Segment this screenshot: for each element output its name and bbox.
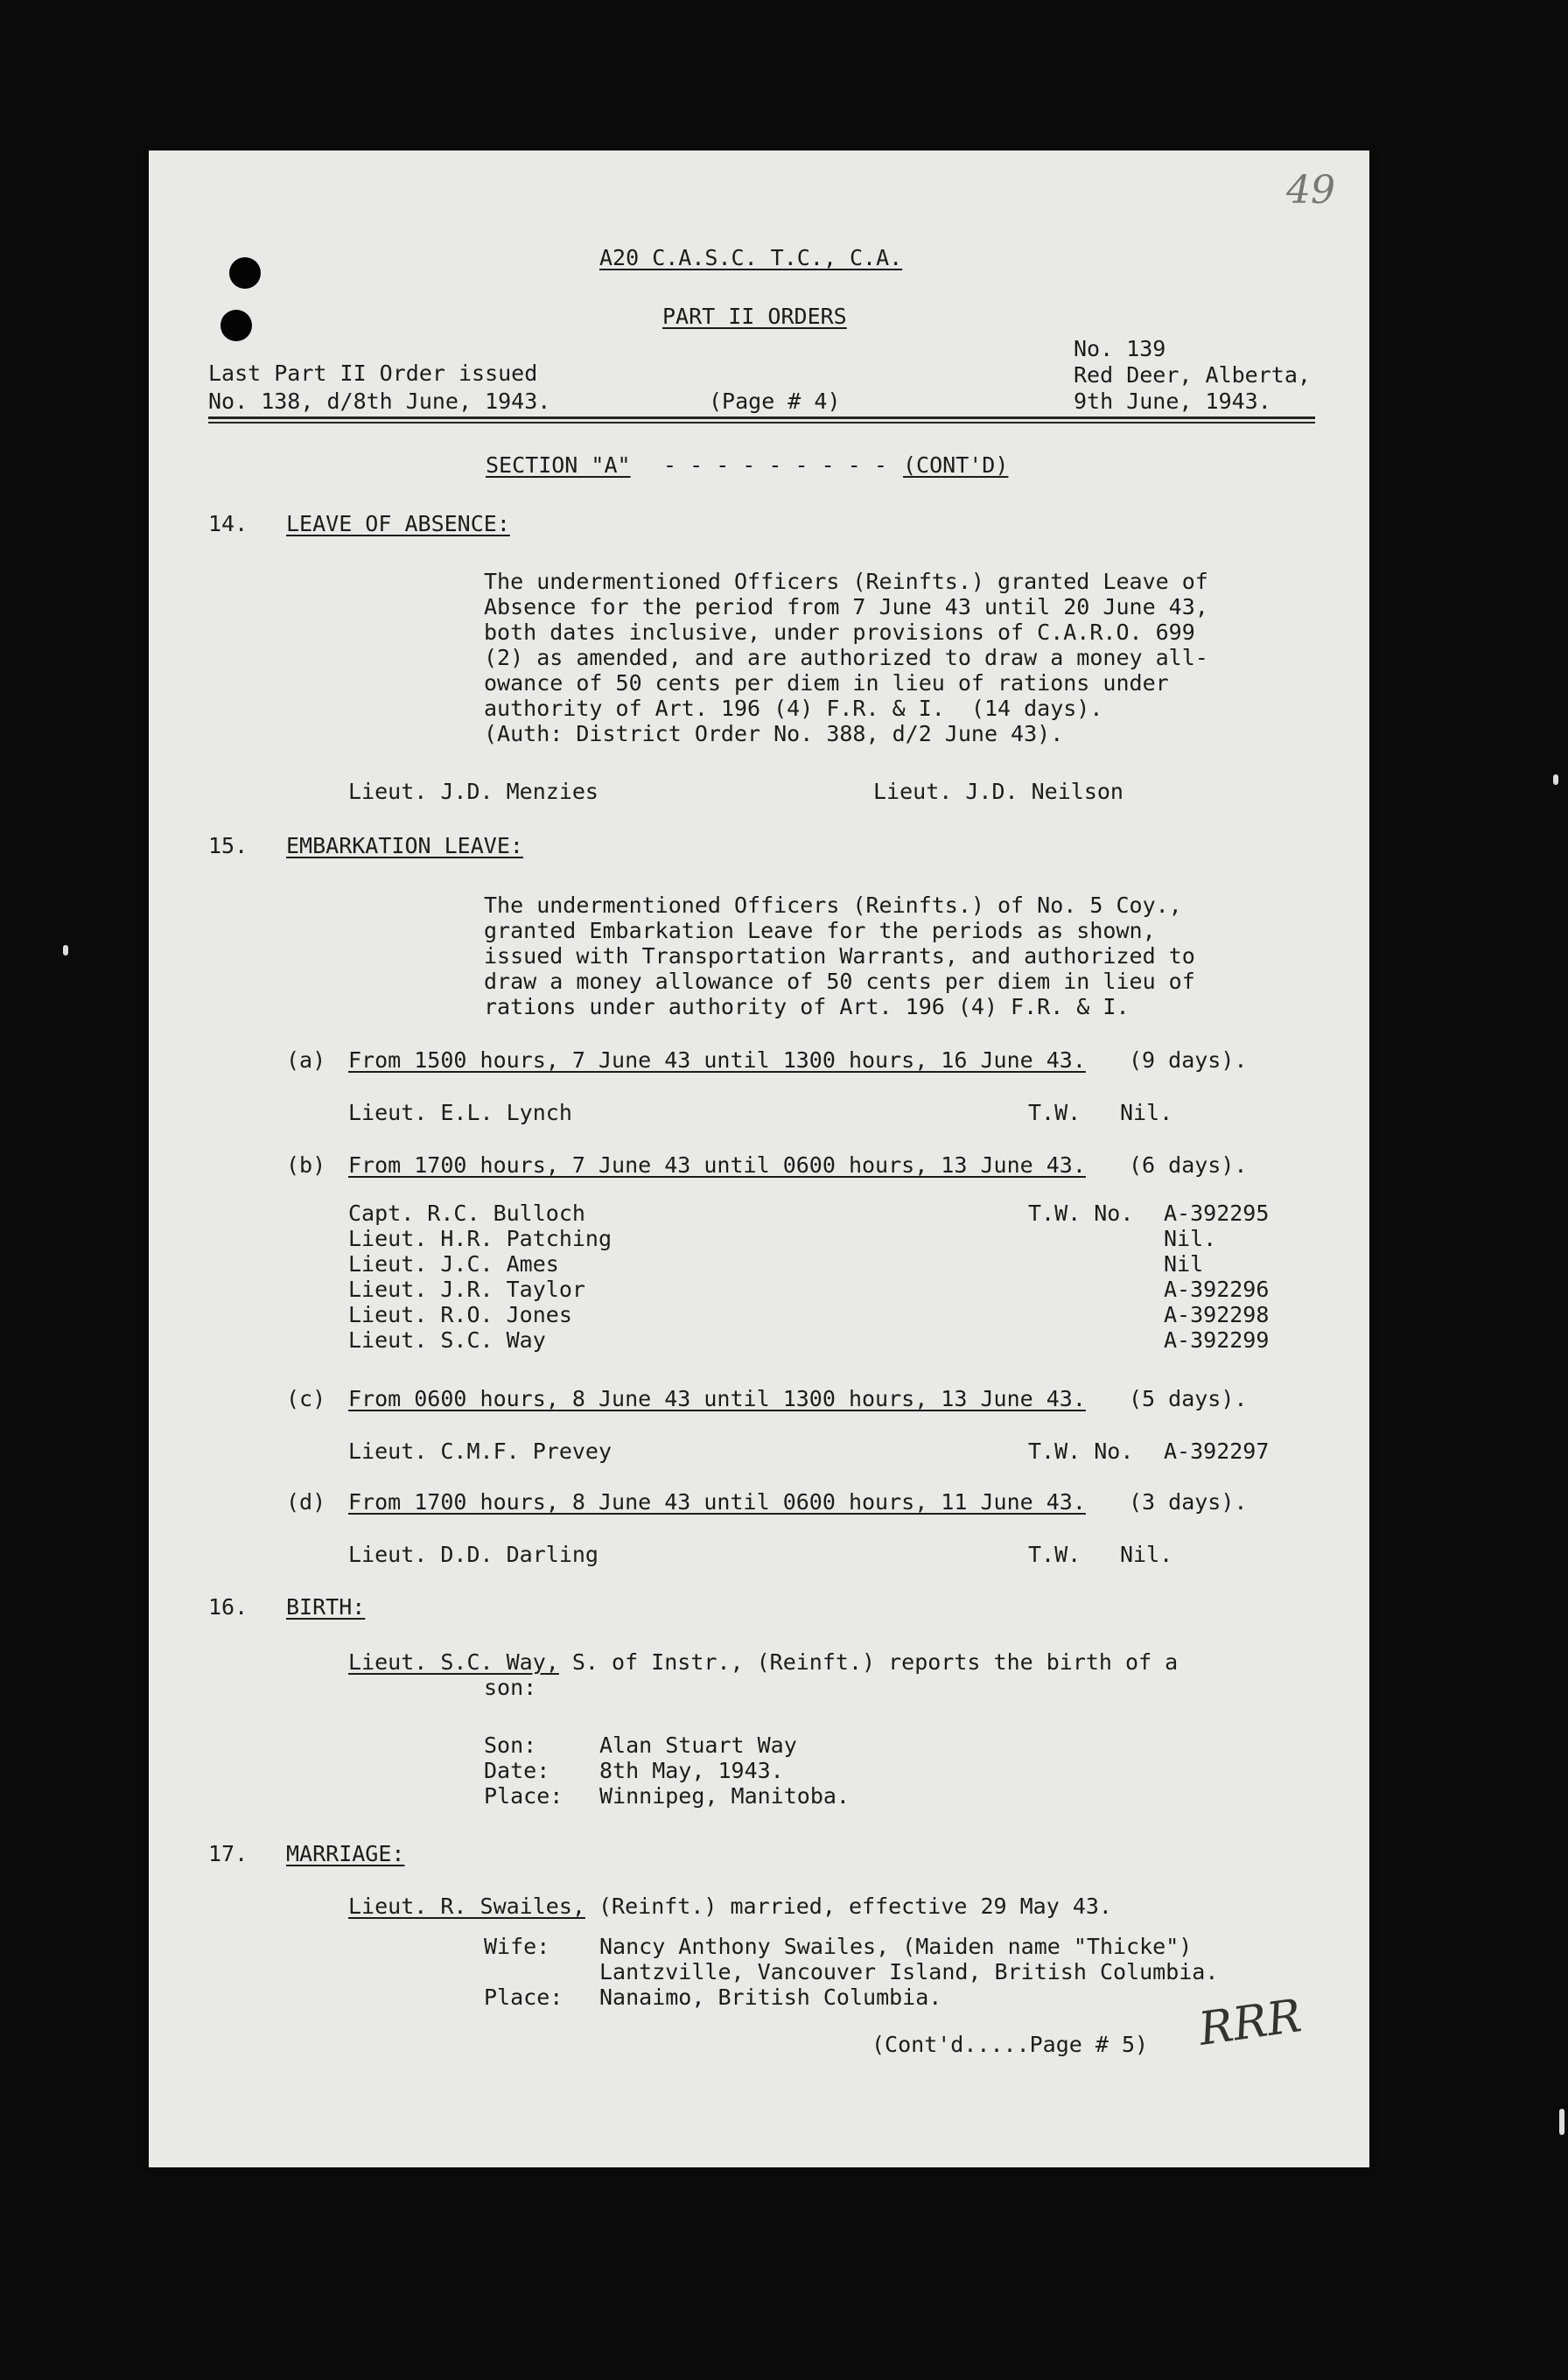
field-label: Date: bbox=[484, 1758, 550, 1783]
punch-hole bbox=[229, 257, 261, 289]
last-order-label: Last Part II Order issued bbox=[208, 360, 538, 386]
paragraph-line: (Auth: District Order No. 388, d/2 June 43). bbox=[484, 721, 1064, 746]
marriage-statement bbox=[348, 1894, 1112, 1919]
subitem-label: (d) bbox=[286, 1489, 326, 1515]
document-page bbox=[149, 150, 1369, 2167]
warrant-label: T.W. No. bbox=[1028, 1200, 1134, 1226]
officer-name: Lieut. S.C. Way, bbox=[348, 1649, 559, 1675]
officer-name: Lieut. D.D. Darling bbox=[348, 1542, 598, 1567]
page-number-stamp: 49 bbox=[1286, 168, 1335, 213]
warrant-number: A-392295 bbox=[1164, 1200, 1270, 1226]
item-number: 17. bbox=[208, 1841, 248, 1866]
warrant-label: T.W. bbox=[1028, 1100, 1082, 1125]
field-value: Winnipeg, Manitoba. bbox=[599, 1783, 850, 1809]
officer-name: Lieut. C.M.F. Prevey bbox=[348, 1438, 612, 1464]
warrant-number: A-392297 bbox=[1164, 1438, 1270, 1464]
item-heading: EMBARKATION LEAVE: bbox=[286, 833, 523, 858]
warrant-number: Nil. bbox=[1120, 1542, 1173, 1567]
paragraph-line: The undermentioned Officers (Reinfts.) of No. 5 Coy., bbox=[484, 892, 1182, 918]
item-number: 16. bbox=[208, 1594, 248, 1620]
last-order-ref: No. 138, d/8th June, 1943. bbox=[208, 388, 551, 414]
paragraph-line: owance of 50 cents per diem in lieu of rations under bbox=[484, 670, 1169, 696]
header-rule bbox=[208, 416, 1315, 419]
officer-name: Capt. R.C. Bulloch bbox=[348, 1200, 585, 1226]
header-rule bbox=[208, 422, 1315, 424]
document-title: PART II ORDERS bbox=[662, 304, 847, 329]
field-label: Place: bbox=[484, 1783, 564, 1809]
field-value: Lantzville, Vancouver Island, British Columbia. bbox=[599, 1959, 1219, 1984]
item-heading: BIRTH: bbox=[286, 1594, 366, 1620]
officer-name: Lieut. J.D. Neilson bbox=[873, 779, 1124, 804]
leave-days: (9 days). bbox=[1129, 1047, 1248, 1073]
warrant-label: T.W. No. bbox=[1028, 1438, 1134, 1464]
officer-name: Lieut. J.D. Menzies bbox=[348, 779, 598, 804]
handwritten-initials: RRR bbox=[1195, 1990, 1306, 2056]
field-label: Son: bbox=[484, 1732, 537, 1758]
order-date: 9th June, 1943. bbox=[1074, 388, 1271, 414]
officer-name: Lieut. J.R. Taylor bbox=[348, 1277, 585, 1302]
paragraph-line: The undermentioned Officers (Reinfts.) granted Leave of bbox=[484, 569, 1208, 594]
unit-name: A20 C.A.S.C. T.C., C.A. bbox=[599, 245, 903, 270]
warrant-number: Nil. bbox=[1164, 1226, 1217, 1251]
leave-days: (3 days). bbox=[1129, 1489, 1248, 1515]
statement-text: S. of Instr., (Reinft.) reports the birth of a bbox=[558, 1649, 1179, 1675]
subitem-label: (c) bbox=[286, 1386, 326, 1411]
paragraph-line: (2) as amended, and are authorized to draw a money all- bbox=[484, 645, 1208, 670]
officer-name: Lieut. H.R. Patching bbox=[348, 1226, 612, 1251]
field-value: Nancy Anthony Swailes, (Maiden name "Thicke") bbox=[599, 1934, 1193, 1959]
warrant-number: Nil bbox=[1164, 1251, 1204, 1277]
officer-name: Lieut. R.O. Jones bbox=[348, 1302, 572, 1327]
item-number: 14. bbox=[208, 511, 248, 536]
subitem-label: (b) bbox=[286, 1152, 326, 1178]
leave-period: From 1700 hours, 8 June 43 until 0600 hours, 11 June 43. bbox=[348, 1489, 1086, 1515]
subitem-label: (a) bbox=[286, 1047, 326, 1073]
item-heading: MARRIAGE: bbox=[286, 1841, 405, 1866]
statement-text: son: bbox=[484, 1675, 537, 1700]
paragraph-line: draw a money allowance of 50 cents per diem in lieu of bbox=[484, 969, 1195, 994]
officer-name: Lieut. S.C. Way bbox=[348, 1327, 546, 1353]
section-continued: (CONT'D) bbox=[903, 452, 1009, 478]
scan-speck bbox=[63, 945, 68, 956]
scan-speck bbox=[1559, 2109, 1564, 2135]
field-value: Nanaimo, British Columbia. bbox=[599, 1984, 942, 2010]
warrant-label: T.W. bbox=[1028, 1542, 1082, 1567]
paragraph-line: granted Embarkation Leave for the periods as shown, bbox=[484, 918, 1156, 943]
page-indicator: (Page # 4) bbox=[709, 388, 841, 414]
warrant-number: A-392296 bbox=[1164, 1277, 1270, 1302]
leave-period: From 1500 hours, 7 June 43 until 1300 hours, 16 June 43. bbox=[348, 1047, 1086, 1073]
paragraph-line: rations under authority of Art. 196 (4) F.R. & I. bbox=[484, 994, 1130, 1019]
officer-name: Lieut. J.C. Ames bbox=[348, 1251, 559, 1277]
birth-statement bbox=[348, 1649, 1178, 1675]
continuation-note: (Cont'd.....Page # 5) bbox=[872, 2032, 1149, 2057]
item-heading: LEAVE OF ABSENCE: bbox=[286, 511, 510, 536]
paragraph-line: issued with Transportation Warrants, and authorized to bbox=[484, 943, 1195, 969]
warrant-number: A-392299 bbox=[1164, 1327, 1270, 1353]
field-label: Wife: bbox=[484, 1934, 550, 1959]
field-value: Alan Stuart Way bbox=[599, 1732, 797, 1758]
warrant-number: Nil. bbox=[1120, 1100, 1173, 1125]
scan-speck bbox=[1553, 774, 1558, 785]
warrant-number: A-392298 bbox=[1164, 1302, 1270, 1327]
paragraph-line: both dates inclusive, under provisions of C.A.R.O. 699 bbox=[484, 620, 1195, 645]
leave-days: (5 days). bbox=[1129, 1386, 1248, 1411]
leave-period: From 1700 hours, 7 June 43 until 0600 hours, 13 June 43. bbox=[348, 1152, 1086, 1178]
paragraph-line: Absence for the period from 7 June 43 until 20 June 43, bbox=[484, 594, 1208, 620]
field-value: 8th May, 1943. bbox=[599, 1758, 784, 1783]
statement-text: (Reinft.) married, effective 29 May 43. bbox=[584, 1894, 1112, 1919]
section-label: SECTION "A" bbox=[486, 452, 631, 478]
leave-period: From 0600 hours, 8 June 43 until 1300 hours, 13 June 43. bbox=[348, 1386, 1086, 1411]
order-location: Red Deer, Alberta, bbox=[1074, 362, 1311, 388]
punch-hole bbox=[220, 310, 252, 341]
officer-name: Lieut. E.L. Lynch bbox=[348, 1100, 572, 1125]
leave-days: (6 days). bbox=[1129, 1152, 1248, 1178]
section-dashes: - - - - - - - - - bbox=[663, 452, 887, 478]
item-number: 15. bbox=[208, 833, 248, 858]
officer-name: Lieut. R. Swailes, bbox=[348, 1894, 585, 1919]
paragraph-line: authority of Art. 196 (4) F.R. & I. (14 days). bbox=[484, 696, 1103, 721]
order-number: No. 139 bbox=[1074, 336, 1166, 361]
field-label: Place: bbox=[484, 1984, 564, 2010]
